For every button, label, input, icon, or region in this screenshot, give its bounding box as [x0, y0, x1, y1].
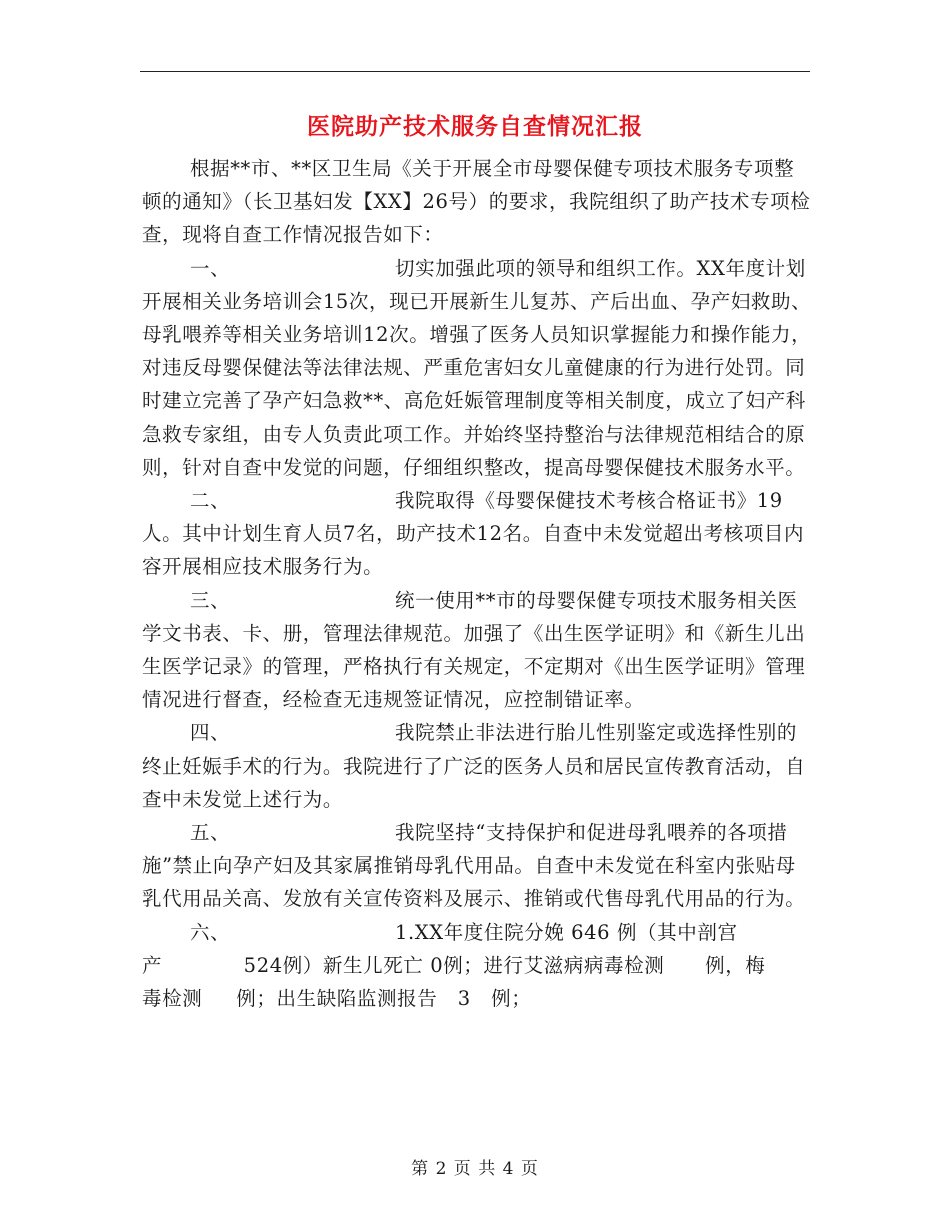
section-number: 四、	[190, 721, 231, 745]
section-1	[142, 252, 812, 484]
section-text: 统一使用**市的母婴保健专项技术服务相关医学文书表、卡、册，管理法律规范。加强了《出生医学证明》和《新生儿出生医学记录》的管理，严格执行有关规定，不定期对《出生医学证明》管理情况进行督查，经检查无违规签证情况，应控制错证率。	[142, 588, 806, 712]
document-title: 医院助产技术服务自查情况汇报	[307, 113, 643, 140]
section-number: 三、	[190, 588, 231, 612]
section-5	[142, 816, 812, 916]
intro-paragraph: 根据**市、**区卫生局《关于开展全市母婴保健专项技术服务专项整顿的通知》（长卫基妇发【XX】26号）的要求，我院组织了助产技术专项检查，现将自查工作情况报告如下：	[142, 157, 811, 247]
section-6-line-1: 1.XX年度住院分娩 646 例（其中剖宫	[395, 920, 738, 944]
section-2	[142, 484, 812, 584]
section-4	[142, 716, 812, 816]
section-number: 一、	[190, 256, 231, 280]
section-text: 切实加强此项的领导和组织工作。XX年度计划开展相关业务培训会15次，现已开展新生儿复苏、产后出血、孕产妇救助、母乳喂养等相关业务培训12次。增强了医务人员知识掌握能力和操作能力，对违反母婴保健法等法律法规、严重危害妇女儿童健康的行为进行处罚。同时建立完善了孕产妇急救**、高危妊娠管理制度等相关制度，成立了妇产科急救专家组，由专人负责此项工作。并始终坚持整治与法律规范相结合的原则，针对自查中发觉的问题，仔细组织整改，提高母婴保健技术服务水平。	[142, 256, 812, 479]
section-6	[142, 916, 812, 949]
section-text: 我院坚持“支持保护和促进母乳喂养的各项措施”禁止向孕产妇及其家属推销母乳代用品。自查中未发觉在科室内张贴母乳代用品关高、发放有关宣传资料及展示、推销或代售母乳代用品的行为。	[142, 821, 806, 911]
section-number: 五、	[190, 821, 231, 845]
section-3	[142, 584, 812, 717]
section-6-line-3: 毒检测 例；出生缺陷监测报告 3 例；	[142, 987, 532, 1011]
section-number: 六、	[190, 920, 231, 944]
section-number: 二、	[190, 489, 231, 513]
section-text: 我院禁止非法进行胎儿性别鉴定或选择性别的终止妊娠手术的行为。我院进行了广泛的医务人员和居民宣传教育活动，自查中未发觉上述行为。	[142, 721, 806, 811]
document-body	[142, 152, 812, 1015]
header-rule	[140, 71, 810, 72]
page-footer: 第 2 页 共 4 页	[411, 1159, 539, 1179]
section-6-line-2: 产 524例）新生儿死亡 0例；进行艾滋病病毒检测 例，梅	[142, 953, 766, 977]
section-text: 我院取得《母婴保健技术考核合格证书》19人。其中计划生育人员7名，助产技术12名。自查中未发觉超出考核项目内容开展相应技术服务行为。	[142, 489, 805, 579]
